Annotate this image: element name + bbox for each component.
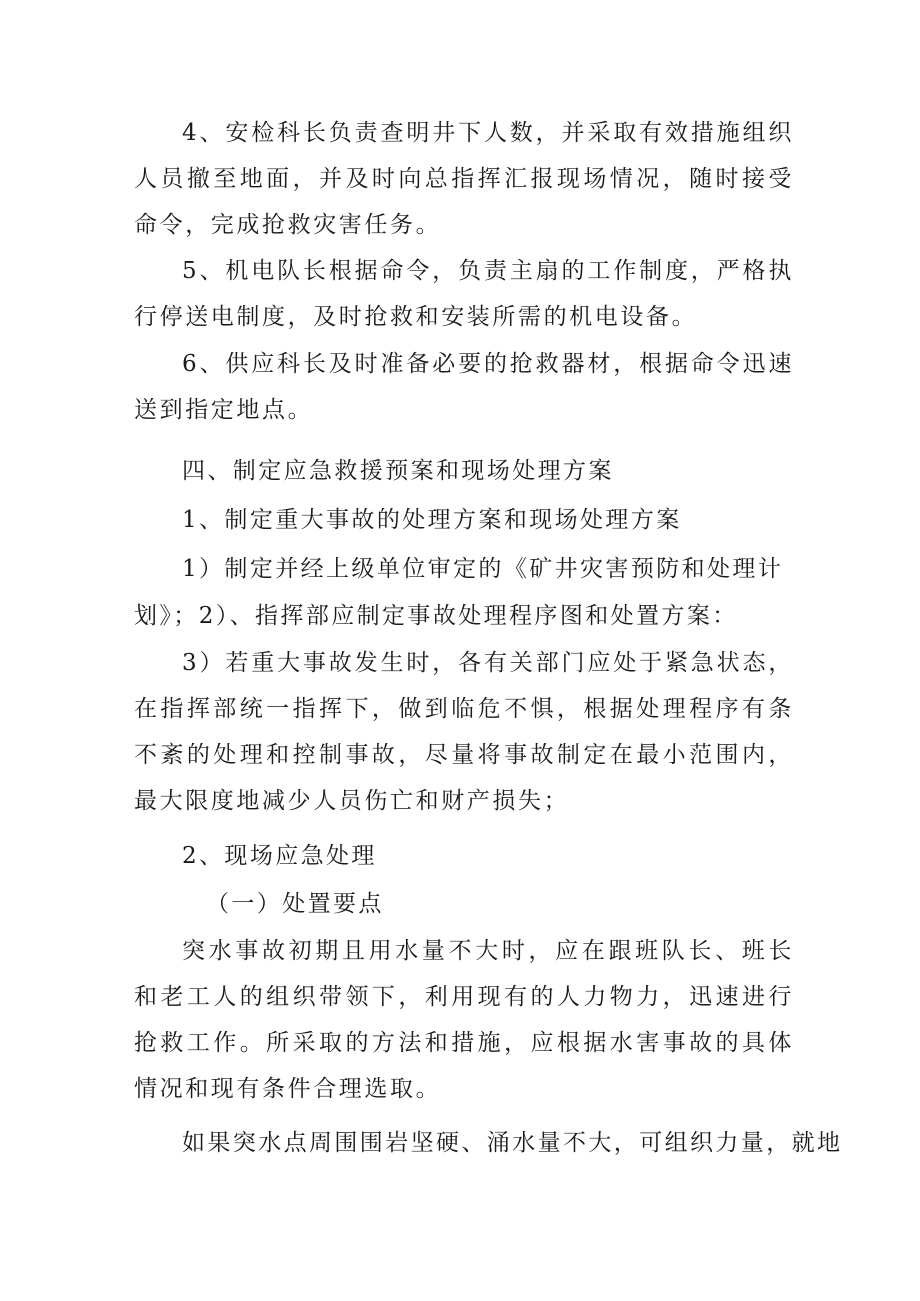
paragraph-item-1-line-1: 1）制定并经上级单位审定的《矿井灾害预防和处理计 — [182, 556, 784, 582]
paragraph-5-electromechanical-leader: 5、机电队长根据命令，负责主扇的工作制度，严格执行停送电制度，及时抢救和安装所需的机电设备。 — [134, 258, 794, 330]
subsection-heading-1: 1、制定重大事故的处理方案和现场处理方案 — [182, 507, 682, 533]
section-heading-4: 四、制定应急救援预案和现场处理方案 — [182, 458, 614, 484]
paragraph-item-1-line-2: 划》；2）、指挥部应制定事故处理程序图和处置方案： — [134, 603, 738, 629]
subsection-heading-2: 2、现场应急处理 — [182, 843, 377, 869]
paragraph-water-inrush-point: 如果突水点周围围岩坚硬、涌水量不大，可组织力量，就地 — [182, 1130, 843, 1156]
paragraph-6-supply-chief: 6、供应科长及时准备必要的抢救器材，根据命令迅速送到指定地点。 — [134, 351, 794, 423]
paragraph-item-3-major-accident: 3）若重大事故发生时，各有关部门应处于紧急状态，在指挥部统一指挥下，做到临危不惧，根据处理程序有条不紊的处理和控制事故，尽量将事故制定在最小范围内，最大限度地减少人员伤亡和财产损失； — [134, 650, 794, 814]
paragraph-4-safety-chief: 4、安检科长负责查明井下人数，并采取有效措施组织人员撤至地面，并及时向总指挥汇报现场情况，随时接受命令，完成抢救灾害任务。 — [134, 120, 794, 238]
sub-heading-key-points: （一）处置要点 — [206, 891, 384, 917]
paragraph-water-inrush-initial: 突水事故初期且用水量不大时，应在跟班队长、班长和老工人的组织带领下，利用现有的人力物力，迅速进行抢救工作。所采取的方法和措施，应根据水害事故的具体情况和现有条件合理选取。 — [134, 938, 794, 1102]
